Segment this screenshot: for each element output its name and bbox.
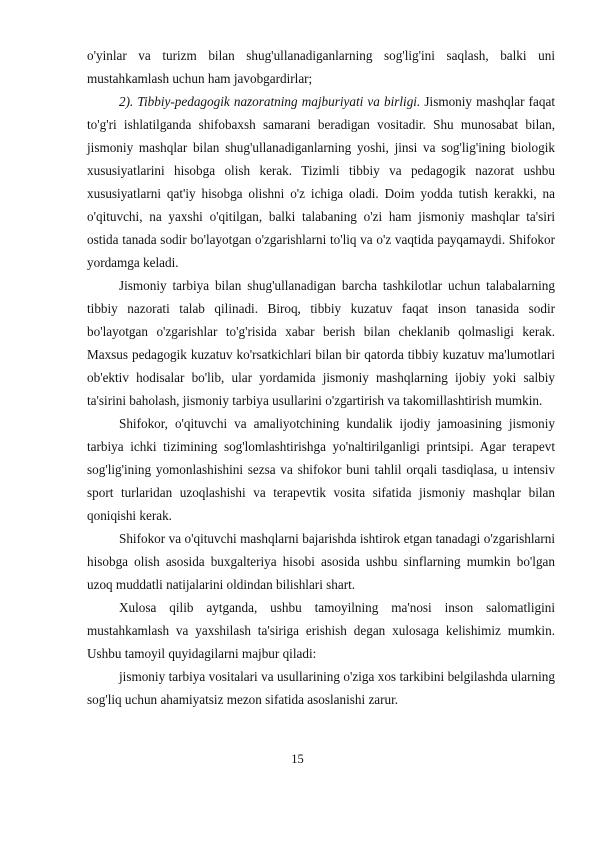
paragraph-medical-control [87,274,555,412]
principle-heading: 2). Tibbiy-pedagogik nazoratning majburiyati va birligi. [119,94,421,109]
paragraph-principle-2 [87,90,555,274]
page-number: 15 [291,752,304,766]
paragraph-requirement [87,665,555,711]
paragraph-continuation [87,44,555,90]
paragraph-text: Jismoniy mashqlar faqat to'g'ri ishlatilganda shifobaxsh samarani beradigan vositadir. Shu munosabat bilan, jismoniy mashqlar bilan shug'ullanadiganlarning yoshi, jinsi va sog'lig'ining biologik xususiyatlarini hisobga olish kerak. Tizimli tibbiy va pedagogik nazorat ushbu xususiyatlarni qat'iy hisobga olishni o'z ichiga oladi. Doim yodda tutish kerakki, na o'qituvchi, na yaxshi o'qitilgan, balki talabaning o'zi ham jismoniy mashqlar ta'siri ostida tanada sodir bo'layotgan o'zgarishlarni to'liq va o'z vaqtida payqamaydi. Shifokor yordamga keladi. [87,94,555,270]
paragraph-doctor-teacher [87,527,555,596]
paragraph-conclusion [87,596,555,665]
paragraph-text: o'yinlar va turizm bilan shug'ullanadiganlarning sog'lig'ini saqlash, balki uni mustahkamlash uchun ham javobgardirlar; [87,48,555,86]
paragraph-text: Xulosa qilib aytganda, ushbu tamoyilning ma'nosi inson salomatligini mustahkamlash va yaxshilash ta'siriga erishish degan xulosaga kelishimiz mumkin. Ushbu tamoyil quyidagilarni majbur qiladi: [87,600,555,661]
paragraph-creative-team [87,412,555,527]
page-body [87,44,555,711]
paragraph-text: Shifokor va o'qituvchi mashqlarni bajarishda ishtirok etgan tanadagi o'zgarishlarni hisobga olish asosida buxgalteriya hisobi asosida ushbu sinflarning mumkin bo'lgan uzoq muddatli natijalarini oldindan bilishlari shart. [87,531,555,592]
paragraph-text: Shifokor, o'qituvchi va amaliyotchining kundalik ijodiy jamoasining jismoniy tarbiya ichki tizimining sog'lomlashtirishga yo'naltirilganligi printsipi. Agar terapevt sog'lig'ining yomonlashishini sezsa va shifokor buni tahlil orqali tasdiqlasa, u intensiv sport turlaridan uzoqlashishi va terapevtik vosita sifatida jismoniy mashqlar bilan qoniqishi kerak. [87,416,555,523]
paragraph-text: jismoniy tarbiya vositalari va usullarining o'ziga xos tarkibini belgilashda ularning sog'liq uchun ahamiyatsiz mezon sifatida asoslanishi zarur. [87,669,555,707]
paragraph-text: Jismoniy tarbiya bilan shug'ullanadigan barcha tashkilotlar uchun talabalarning tibbiy nazorati talab qilinadi. Biroq, tibbiy kuzatuv faqat inson tanasida sodir bo'layotgan o'zgarishlar to'g'risida xabar berish bilan cheklanib qolmasligi kerak. Maxsus pedagogik kuzatuv ko'rsatkichlari bilan bir qatorda tibbiy kuzatuv ma'lumotlari ob'ektiv hodisalar bo'lib, ular yordamida jismoniy mashqlarning ijobiy yoki salbiy ta'sirini baholash, jismoniy tarbiya usullarini o'zgartirish va takomillashtirish mumkin. [87,278,555,408]
